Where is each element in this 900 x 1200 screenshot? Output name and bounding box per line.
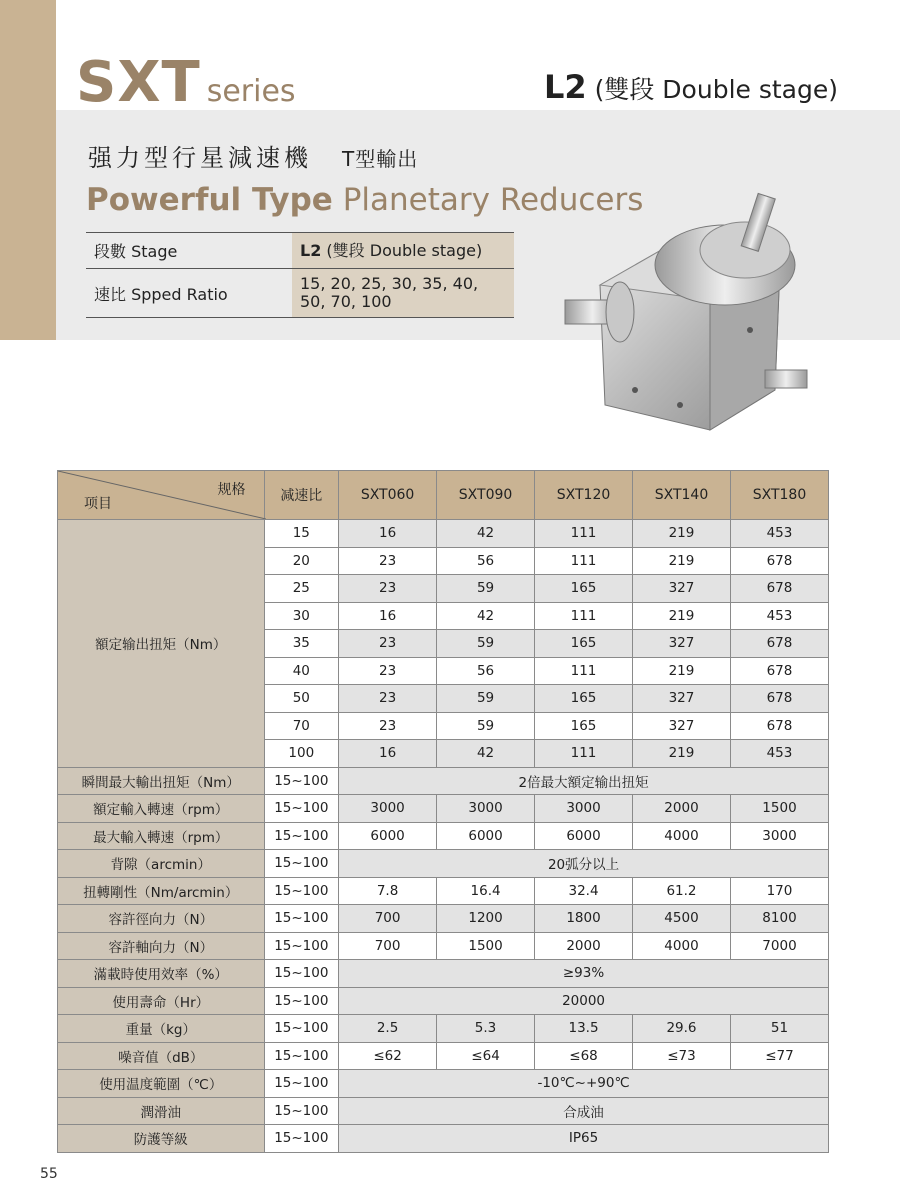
merged-value-cell: -10℃~+90℃	[339, 1070, 829, 1098]
value-cell: 165	[535, 712, 633, 740]
value-cell: 327	[633, 575, 731, 603]
value-cell: 2000	[535, 932, 633, 960]
value-cell: 6000	[437, 822, 535, 850]
table-row	[58, 987, 829, 1015]
stage-heading	[544, 68, 838, 106]
table-row	[58, 520, 829, 548]
chinese-title-main: 强力型行星減速機	[88, 144, 312, 172]
ratio-cell: 25	[264, 575, 339, 603]
stage-code: L2	[544, 68, 587, 106]
table-row	[58, 1070, 829, 1098]
table-header-row	[58, 471, 829, 520]
merged-value-cell: 合成油	[339, 1097, 829, 1125]
value-cell: 59	[437, 575, 535, 603]
model-header: SXT140	[633, 471, 731, 520]
item-label: 最大輸入轉速（rpm）	[58, 822, 265, 850]
value-cell: 1800	[535, 905, 633, 933]
ratio-cell: 15~100	[264, 795, 339, 823]
summary-row-stage	[86, 233, 514, 269]
value-cell: 6000	[339, 822, 437, 850]
value-cell: ≤73	[633, 1042, 731, 1070]
item-label: 瞬間最大輸出扭矩（Nm）	[58, 767, 265, 795]
table-row	[58, 1097, 829, 1125]
table-row	[58, 960, 829, 988]
value-cell: 16	[339, 740, 437, 768]
item-label: 使用壽命（Hr）	[58, 987, 265, 1015]
ratio-cell: 15~100	[264, 1097, 339, 1125]
value-cell: 700	[339, 932, 437, 960]
merged-value-cell: ≥93%	[339, 960, 829, 988]
ratio-cell: 15~100	[264, 767, 339, 795]
ratio-cell: 15~100	[264, 1070, 339, 1098]
value-cell: 16	[339, 602, 437, 630]
item-label: 背隙（arcmin）	[58, 850, 265, 878]
table-row	[58, 905, 829, 933]
corner-spec-label: 规格	[217, 482, 246, 498]
ratio-cell: 15~100	[264, 932, 339, 960]
value-cell: 170	[730, 877, 828, 905]
item-label: 滿載時使用效率（%）	[58, 960, 265, 988]
value-cell: 1500	[730, 795, 828, 823]
table-row	[58, 850, 829, 878]
ratio-cell: 15~100	[264, 822, 339, 850]
ratio-cell: 15~100	[264, 987, 339, 1015]
model-header: SXT060	[339, 471, 437, 520]
value-cell: 165	[535, 685, 633, 713]
value-cell: 16	[339, 520, 437, 548]
value-cell: 59	[437, 685, 535, 713]
summary-ratio-line-2: 50, 70, 100	[300, 292, 392, 311]
value-cell: 165	[535, 575, 633, 603]
value-cell: 3000	[437, 795, 535, 823]
item-label: 噪音值（dB）	[58, 1042, 265, 1070]
value-cell: 219	[633, 740, 731, 768]
page-number: 55	[40, 1166, 58, 1182]
summary-ratio-value	[292, 269, 514, 318]
item-label: 潤滑油	[58, 1097, 265, 1125]
value-cell: ≤77	[730, 1042, 828, 1070]
summary-stage-value	[292, 233, 514, 269]
value-cell: 7.8	[339, 877, 437, 905]
english-title-light: Planetary Reducers	[342, 182, 644, 218]
value-cell: 32.4	[535, 877, 633, 905]
value-cell: 56	[437, 547, 535, 575]
table-row	[58, 1015, 829, 1043]
ratio-cell: 15~100	[264, 1042, 339, 1070]
ratio-cell: 50	[264, 685, 339, 713]
series-name: SXT	[76, 50, 201, 115]
value-cell: ≤62	[339, 1042, 437, 1070]
value-cell: 700	[339, 905, 437, 933]
value-cell: 23	[339, 685, 437, 713]
chinese-title	[88, 138, 418, 173]
summary-ratio-line-1: 15, 20, 25, 30, 35, 40,	[300, 274, 479, 293]
value-cell: 678	[730, 575, 828, 603]
value-cell: 111	[535, 520, 633, 548]
value-cell: 1500	[437, 932, 535, 960]
table-row	[58, 1125, 829, 1153]
item-label: 使用温度範圍（℃）	[58, 1070, 265, 1098]
value-cell: 219	[633, 520, 731, 548]
ratio-cell: 40	[264, 657, 339, 685]
value-cell: 111	[535, 740, 633, 768]
item-label: 扭轉剛性（Nm/arcmin）	[58, 877, 265, 905]
value-cell: 7000	[730, 932, 828, 960]
value-cell: 59	[437, 630, 535, 658]
summary-stage-text: (雙段 Double stage)	[326, 240, 483, 260]
ratio-cell: 15~100	[264, 877, 339, 905]
value-cell: 61.2	[633, 877, 731, 905]
value-cell: 59	[437, 712, 535, 740]
value-cell: 678	[730, 657, 828, 685]
ratio-cell: 15~100	[264, 850, 339, 878]
value-cell: 678	[730, 547, 828, 575]
ratio-cell: 35	[264, 630, 339, 658]
value-cell: 23	[339, 575, 437, 603]
value-cell: 23	[339, 712, 437, 740]
value-cell: 4000	[633, 932, 731, 960]
value-cell: 51	[730, 1015, 828, 1043]
merged-value-cell: 20000	[339, 987, 829, 1015]
value-cell: 4500	[633, 905, 731, 933]
value-cell: 453	[730, 602, 828, 630]
value-cell: 5.3	[437, 1015, 535, 1043]
value-cell: 23	[339, 630, 437, 658]
gear-reducer-image	[560, 190, 820, 440]
value-cell: 3000	[535, 795, 633, 823]
english-title-bold: Powerful Type	[86, 182, 333, 218]
value-cell: 2000	[633, 795, 731, 823]
ratio-header: 减速比	[264, 471, 339, 520]
table-row	[58, 822, 829, 850]
ratio-cell: 15~100	[264, 1015, 339, 1043]
value-cell: 111	[535, 602, 633, 630]
stage-description: (雙段 Double stage)	[594, 75, 838, 104]
value-cell: 23	[339, 547, 437, 575]
ratio-cell: 15~100	[264, 1125, 339, 1153]
table-body	[58, 520, 829, 1153]
ratio-cell: 15	[264, 520, 339, 548]
value-cell: 16.4	[437, 877, 535, 905]
value-cell: 327	[633, 685, 731, 713]
value-cell: 219	[633, 547, 731, 575]
item-label: 重量（kg）	[58, 1015, 265, 1043]
model-header: SXT090	[437, 471, 535, 520]
value-cell: 1200	[437, 905, 535, 933]
ratio-cell: 100	[264, 740, 339, 768]
item-label: 防護等級	[58, 1125, 265, 1153]
value-cell: 111	[535, 657, 633, 685]
summary-stage-label: 段數 Stage	[86, 233, 292, 269]
model-header: SXT180	[730, 471, 828, 520]
table-row	[58, 767, 829, 795]
ratio-cell: 30	[264, 602, 339, 630]
merged-value-cell: 2倍最大額定输出扭矩	[339, 767, 829, 795]
stage-summary-table	[86, 232, 514, 318]
ratio-cell: 15~100	[264, 960, 339, 988]
summary-row-ratio	[86, 269, 514, 318]
series-suffix: series	[206, 74, 296, 109]
table-row	[58, 1042, 829, 1070]
summary-ratio-label: 速比 Spped Ratio	[86, 269, 292, 318]
value-cell: 23	[339, 657, 437, 685]
corner-item-label: 项目	[84, 496, 112, 512]
item-label: 額定輸入轉速（rpm）	[58, 795, 265, 823]
value-cell: 111	[535, 547, 633, 575]
value-cell: 6000	[535, 822, 633, 850]
summary-stage-code: L2	[300, 240, 322, 260]
value-cell: 4000	[633, 822, 731, 850]
value-cell: ≤64	[437, 1042, 535, 1070]
value-cell: 56	[437, 657, 535, 685]
table-row	[58, 932, 829, 960]
value-cell: 327	[633, 712, 731, 740]
table-row	[58, 877, 829, 905]
specification-table	[57, 470, 829, 1153]
value-cell: 29.6	[633, 1015, 731, 1043]
value-cell: 678	[730, 712, 828, 740]
merged-value-cell: 20弧分以上	[339, 850, 829, 878]
model-header: SXT120	[535, 471, 633, 520]
value-cell: 453	[730, 740, 828, 768]
value-cell: 42	[437, 602, 535, 630]
value-cell: 678	[730, 630, 828, 658]
torque-item-label: 額定输出扭矩（Nm）	[58, 520, 265, 768]
merged-value-cell: IP65	[339, 1125, 829, 1153]
value-cell: 13.5	[535, 1015, 633, 1043]
chinese-title-sub: T型輸出	[342, 147, 419, 171]
value-cell: 678	[730, 685, 828, 713]
corner-header-cell	[58, 471, 265, 520]
value-cell: 3000	[730, 822, 828, 850]
decorative-side-strip	[0, 0, 56, 340]
value-cell: 219	[633, 657, 731, 685]
item-label: 容許徑向力（N）	[58, 905, 265, 933]
value-cell: 165	[535, 630, 633, 658]
value-cell: ≤68	[535, 1042, 633, 1070]
ratio-cell: 15~100	[264, 905, 339, 933]
value-cell: 219	[633, 602, 731, 630]
ratio-cell: 70	[264, 712, 339, 740]
value-cell: 453	[730, 520, 828, 548]
value-cell: 327	[633, 630, 731, 658]
series-brand	[76, 50, 296, 115]
value-cell: 8100	[730, 905, 828, 933]
item-label: 容許軸向力（N）	[58, 932, 265, 960]
table-row	[58, 795, 829, 823]
value-cell: 2.5	[339, 1015, 437, 1043]
ratio-cell: 20	[264, 547, 339, 575]
value-cell: 42	[437, 520, 535, 548]
value-cell: 42	[437, 740, 535, 768]
value-cell: 3000	[339, 795, 437, 823]
